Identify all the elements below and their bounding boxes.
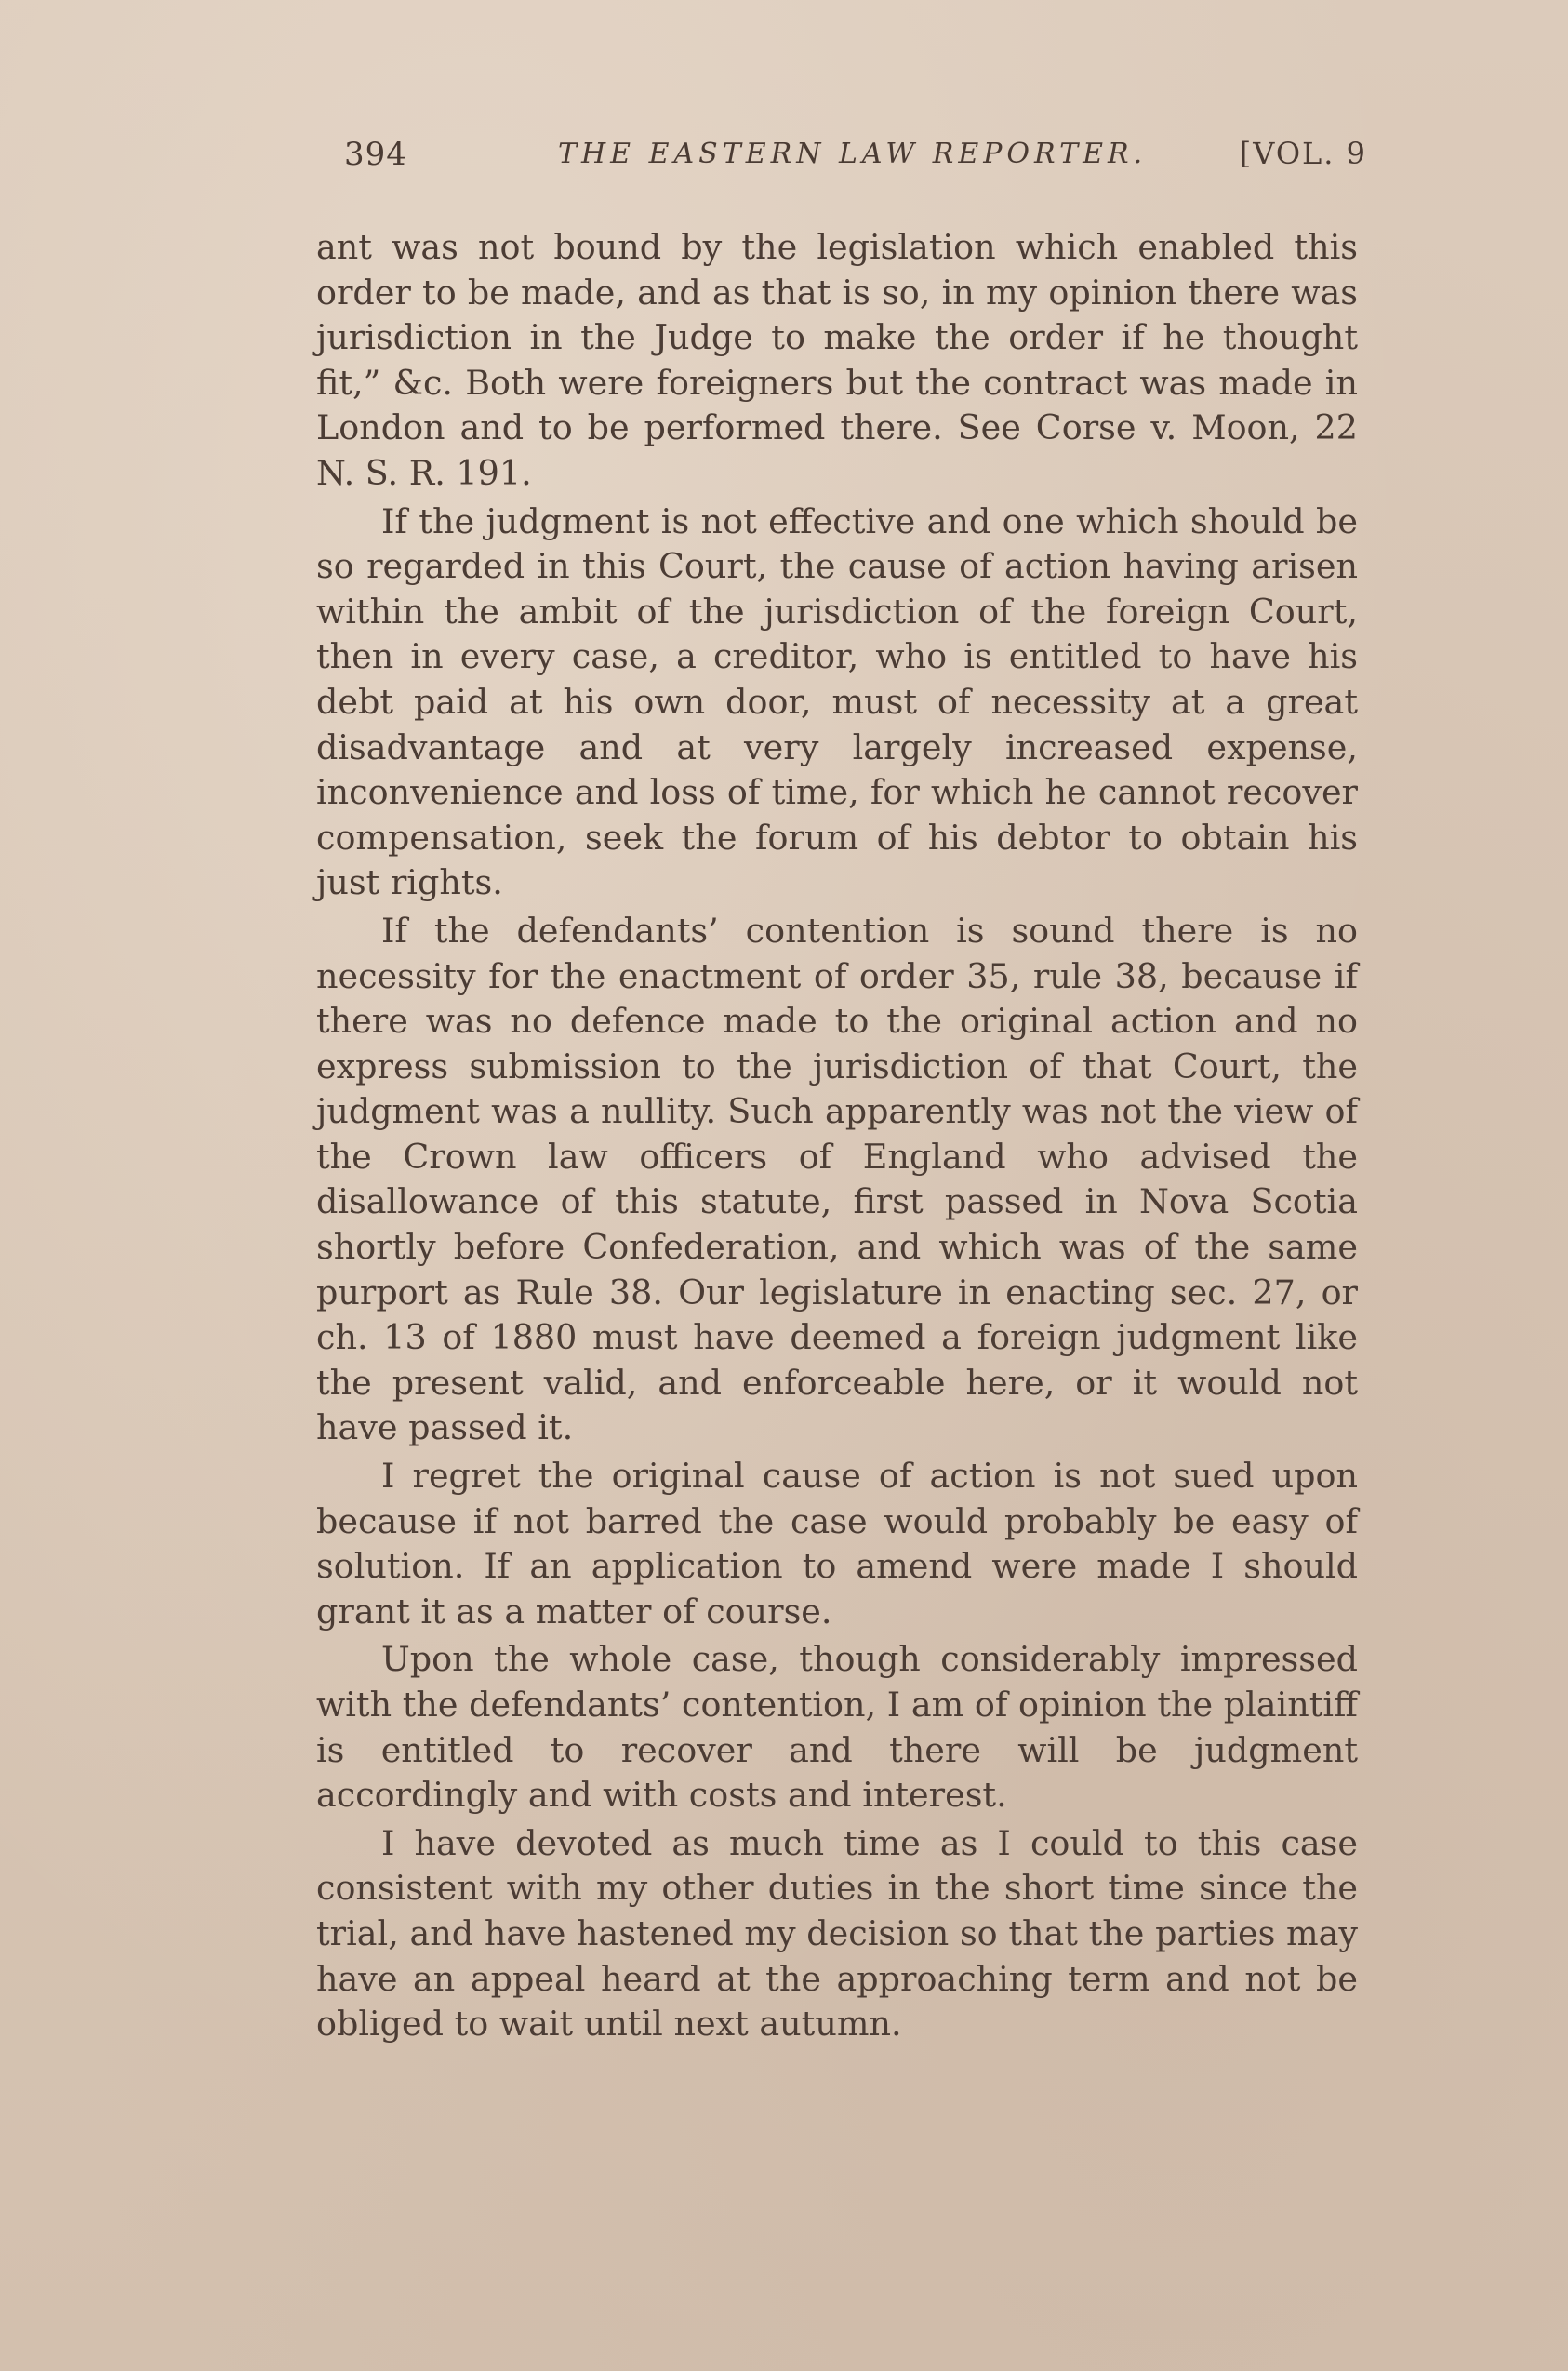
paragraph: If the defendants’ contention is sound there is no necessity for the enactment of order 35, rule 38, because if there was no defence made to the original action and no express submission to the jurisdiction of that Court, the judgment was a nullity. Such apparently was not the view of the Crown law officers of England who advised the disallowance of this statute, first passed in Nova Scotia shortly before Confederation, and which was of the same purport as Rule 38. Our legislature in enacting sec. 27, or ch. 13 of 1880 must have deemed a foreign judgment like the present valid, and enforceable here, or it would not have passed it. (316, 910, 1358, 1448)
paragraph-continued: ant was not bound by the legislation which enabled this order to be made, and as that is so, in my opinion there was jurisdiction in the Judge to make the order if he thought fit,” &c. Both were foreigners but the contract was made in London and to be performed there. See Corse v. Moon, 22 N. S. R. 191. (316, 227, 1358, 493)
paragraph: I have devoted as much time as I could to this case consistent with my other duties in the short time since the trial, and have hastened my decision so that the parties may have an appeal heard at the approaching term and not be obliged to wait until next autumn. (316, 1822, 1358, 2045)
page-number: 394 (344, 136, 407, 173)
running-head (344, 130, 1367, 186)
paragraph: If the judgment is not effective and one which should be so regarded in this Court, the cause of action having arisen within the ambit of the jurisdiction of the foreign Court, then in every case, a creditor, who is entitled to have his debt paid at his own door, must of necessity at a great disadvantage and at very largely increased expense, inconvenience and loss of time, for which he cannot recover compensation, seek the forum of his debtor to obtain his just rights. (316, 500, 1358, 903)
body-text (316, 225, 1358, 2050)
paragraph: I regret the original cause of action is not sued upon because if not barred the case would probably be easy of solution. If an application to amend were made I should grant it as a matter of course. (316, 1456, 1358, 1632)
journal-title: THE EASTERN LAW REPORTER. (558, 138, 1148, 170)
paragraph: Upon the whole case, though considerably impressed with the defendants’ contention, I am of opinion the plaintiff is entitled to recover and there will be judgment accordingly and with costs and interest. (316, 1639, 1358, 1816)
volume-label: [VOL. 9 (1239, 136, 1367, 171)
